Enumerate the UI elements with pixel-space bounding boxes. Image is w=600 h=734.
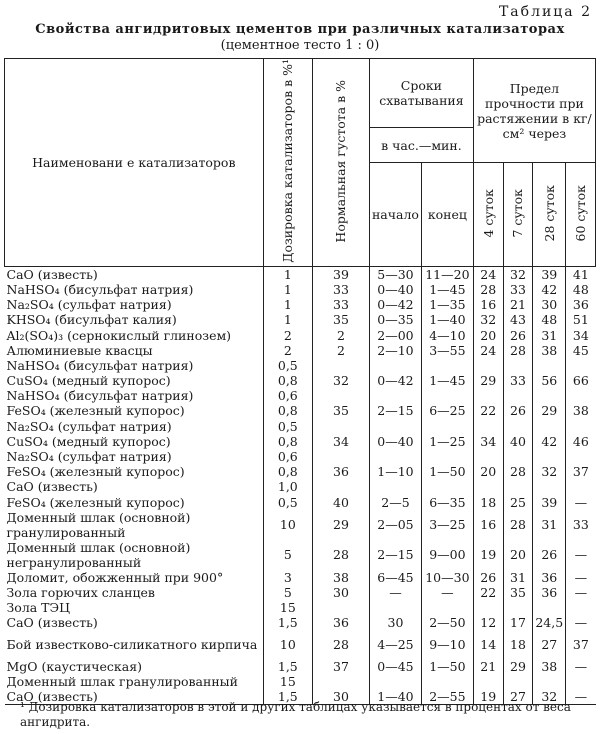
cell-name: Бой известково-силикатного кирпича	[6, 636, 258, 652]
cell-dose: 0,6	[263, 388, 312, 403]
cell-end: 1—35	[421, 297, 473, 312]
cell-d28	[533, 419, 566, 434]
cell-d60	[566, 674, 596, 689]
table-row	[5, 464, 596, 479]
cell-d4	[473, 449, 503, 464]
cell-norm: 36	[312, 615, 369, 630]
cell-d60: —	[566, 615, 596, 630]
cell-name: FeSO₄ (железный купорос)	[6, 403, 185, 419]
cell-start	[369, 479, 421, 494]
cell-d28: 26	[533, 540, 566, 570]
cell-dose: 5	[263, 540, 312, 570]
cell-dose: 0,5	[263, 495, 312, 510]
cell-start: 1—40	[369, 689, 421, 705]
cell-d28: 42	[533, 434, 566, 449]
cell-end: 6—35	[421, 495, 473, 510]
cell-name: FeSO₄ (железный купорос)	[6, 464, 185, 480]
cell-d7	[503, 388, 533, 403]
cell-d7: 28	[503, 510, 533, 540]
cell-d7: 40	[503, 434, 533, 449]
cell-dose: 2	[263, 327, 312, 342]
cell-end: 3—25	[421, 510, 473, 540]
table-title: Свойства ангидритовых цементов при различных катализаторах	[35, 22, 565, 37]
header-d7: 7 суток	[503, 163, 533, 266]
cell-d60: 36	[566, 297, 596, 312]
cell-start: 2—5	[369, 495, 421, 510]
cell-d7: 33	[503, 282, 533, 297]
cell-dose: 1	[263, 266, 312, 282]
cell-name: Al₂(SO₄)₃ (сернокислый глинозем)	[6, 327, 232, 343]
cell-end: 9—10	[421, 630, 473, 658]
cell-d28: 48	[533, 312, 566, 327]
table-row	[5, 282, 596, 297]
cell-dose: 3	[263, 570, 312, 585]
cell-d7: 35	[503, 585, 533, 600]
cell-d7: 28	[503, 464, 533, 479]
header-setting: Сроки схватывания	[369, 59, 473, 128]
cell-start: 0—40	[369, 282, 421, 297]
cell-d4: 32	[473, 312, 503, 327]
header-name: Наименовани е катализаторов	[5, 59, 264, 267]
cell-d28	[533, 479, 566, 494]
cell-d28: 31	[533, 510, 566, 540]
cell-d60: 34	[566, 327, 596, 342]
cell-end	[421, 388, 473, 403]
cell-end: —	[421, 585, 473, 600]
table-row	[5, 266, 596, 282]
cell-d28	[533, 388, 566, 403]
cell-start: 0—40	[369, 434, 421, 449]
cell-d7: 21	[503, 297, 533, 312]
cell-name: Na₂SO₄ (сульфат натрия)	[6, 297, 172, 313]
cell-d60: 37	[566, 464, 596, 479]
cell-norm: 29	[312, 510, 369, 540]
cell-name: Na₂SO₄ (сульфат натрия)	[6, 449, 172, 465]
cell-start: —	[369, 585, 421, 600]
cell-name: NaHSO₄ (бисульфат натрия)	[6, 357, 194, 373]
cell-d4: 21	[473, 658, 503, 673]
cell-norm: 37	[312, 658, 369, 673]
cell-d28: 39	[533, 266, 566, 282]
cell-d7	[503, 358, 533, 373]
cell-name: NaHSO₄ (бисульфат натрия)	[6, 281, 194, 297]
cell-d4: 18	[473, 495, 503, 510]
cell-d60	[566, 358, 596, 373]
cell-end	[421, 600, 473, 615]
table-row	[5, 327, 596, 342]
table-row	[5, 495, 596, 510]
cell-norm: 35	[312, 312, 369, 327]
cell-name: CuSO₄ (медный купорос)	[6, 373, 171, 389]
cell-name: CaO (известь)	[6, 615, 98, 631]
cell-d7	[503, 674, 533, 689]
cell-d28	[533, 600, 566, 615]
header-dose: Дозировка катализаторов в %¹	[263, 59, 312, 267]
cell-d4: 26	[473, 570, 503, 585]
cell-start: 2—10	[369, 343, 421, 358]
cell-d60: 45	[566, 343, 596, 358]
cell-d7: 26	[503, 327, 533, 342]
cell-d7: 27	[503, 689, 533, 705]
cell-end: 4—10	[421, 327, 473, 342]
cell-norm: 35	[312, 403, 369, 418]
cell-d60: 37	[566, 630, 596, 658]
cell-d60: —	[566, 689, 596, 705]
cell-name: CaO (известь)	[5, 266, 264, 282]
table-row	[5, 630, 596, 658]
cell-d28: 31	[533, 327, 566, 342]
cell-name: Зола горючих сланцев	[6, 584, 155, 600]
cell-norm	[312, 674, 369, 689]
cell-name: CaO (известь)	[6, 479, 98, 495]
footnote: ¹ Дозировка катализаторов в этой и других таблицах указывается в процентах от веса ангидрита.	[20, 700, 571, 729]
cell-start	[369, 388, 421, 403]
cell-d7	[503, 600, 533, 615]
cell-d60: 46	[566, 434, 596, 449]
cell-start: 0—42	[369, 297, 421, 312]
cell-end	[421, 674, 473, 689]
cell-dose: 1,5	[263, 615, 312, 630]
header-start: начало	[369, 163, 421, 266]
cell-d28: 30	[533, 297, 566, 312]
table-row	[5, 540, 596, 570]
cell-d60	[566, 479, 596, 494]
cell-start: 0—42	[369, 373, 421, 388]
cell-dose: 1,5	[263, 689, 312, 705]
cell-dose: 1	[263, 282, 312, 297]
cell-start: 2—15	[369, 540, 421, 570]
table-row	[5, 388, 596, 403]
cell-d4: 12	[473, 615, 503, 630]
cell-name: FeSO₄ (железный купорос)	[6, 494, 185, 510]
cell-dose: 2	[263, 343, 312, 358]
cell-end	[421, 479, 473, 494]
cell-end: 2—50	[421, 615, 473, 630]
cell-name: Доломит, обожженный при 900°	[6, 569, 224, 585]
cell-d4: 20	[473, 327, 503, 342]
cell-dose: 10	[263, 510, 312, 540]
cell-dose: 15	[263, 674, 312, 689]
cell-start: 0—45	[369, 658, 421, 673]
cell-start: 2—15	[369, 403, 421, 418]
table-row	[5, 343, 596, 358]
cell-d60: 51	[566, 312, 596, 327]
cell-start: 2—05	[369, 510, 421, 540]
cell-d7: 31	[503, 570, 533, 585]
cell-d28	[533, 674, 566, 689]
cell-end: 1—50	[421, 658, 473, 673]
cell-d28: 38	[533, 343, 566, 358]
cell-end	[421, 358, 473, 373]
cell-d4: 28	[473, 282, 503, 297]
cell-norm: 36	[312, 464, 369, 479]
cell-d28: 36	[533, 585, 566, 600]
cell-d4	[473, 674, 503, 689]
cell-norm	[312, 419, 369, 434]
cell-dose: 1,5	[263, 658, 312, 673]
cell-d7: 29	[503, 658, 533, 673]
table-label: Таблица 2	[498, 4, 592, 20]
table-row	[5, 297, 596, 312]
cell-dose: 0,6	[263, 449, 312, 464]
cell-name: Na₂SO₄ (сульфат натрия)	[6, 418, 172, 434]
table-row	[5, 449, 596, 464]
cell-dose: 1	[263, 297, 312, 312]
cell-d7: 28	[503, 343, 533, 358]
table-row	[5, 600, 596, 615]
table-row	[5, 479, 596, 494]
cell-norm: 34	[312, 434, 369, 449]
cell-d7: 25	[503, 495, 533, 510]
cell-d28: 39	[533, 495, 566, 510]
cell-start: 1—10	[369, 464, 421, 479]
cell-norm: 38	[312, 570, 369, 585]
cell-start	[369, 419, 421, 434]
table-row	[5, 510, 596, 540]
cell-dose: 5	[263, 585, 312, 600]
header-d4: 4 суток	[473, 163, 503, 266]
cell-d7	[503, 479, 533, 494]
cell-d4: 20	[473, 464, 503, 479]
cell-dose: 0,8	[263, 434, 312, 449]
cell-d7: 17	[503, 615, 533, 630]
cell-norm: 28	[312, 630, 369, 658]
cell-norm: 30	[312, 585, 369, 600]
cell-end: 10—30	[421, 570, 473, 585]
table-row	[5, 434, 596, 449]
cell-d7: 32	[503, 266, 533, 282]
header-d60: 60 суток	[566, 163, 596, 266]
cell-d4	[473, 388, 503, 403]
table-row	[5, 570, 596, 585]
cell-dose: 0,8	[263, 373, 312, 388]
cell-d28: 24,5	[533, 615, 566, 630]
cell-d60: 48	[566, 282, 596, 297]
cell-d28: 29	[533, 403, 566, 418]
cell-d60: —	[566, 570, 596, 585]
cell-d4: 24	[473, 266, 503, 282]
cell-name: Доменный шлак (основной) гранулированный	[6, 509, 191, 540]
cell-norm	[312, 388, 369, 403]
cell-d4: 16	[473, 510, 503, 540]
cell-d60	[566, 449, 596, 464]
cell-d60: —	[566, 585, 596, 600]
cell-d4: 14	[473, 630, 503, 658]
cell-start: 4—25	[369, 630, 421, 658]
cell-d4	[473, 479, 503, 494]
cell-dose: 15	[263, 600, 312, 615]
cell-d60: 41	[566, 266, 596, 282]
table-subtitle: (цементное тесто 1 : 0)	[220, 38, 380, 53]
cell-norm: 39	[312, 266, 369, 282]
cell-start: 5—30	[369, 266, 421, 282]
cell-name: Зола ТЭЦ	[6, 600, 70, 616]
table-row	[5, 658, 596, 673]
cell-d4: 22	[473, 403, 503, 418]
cell-end: 1—45	[421, 282, 473, 297]
cell-d28	[533, 449, 566, 464]
cell-end: 1—40	[421, 312, 473, 327]
header-norm: Нормальная густота в %	[312, 59, 369, 267]
cell-d4: 24	[473, 343, 503, 358]
properties-table	[4, 58, 596, 705]
cell-d60: —	[566, 495, 596, 510]
cell-dose: 10	[263, 630, 312, 658]
cell-norm: 2	[312, 327, 369, 342]
cell-end: 11—20	[421, 266, 473, 282]
table-row	[5, 419, 596, 434]
cell-norm: 2	[312, 343, 369, 358]
cell-d28: 27	[533, 630, 566, 658]
cell-d28: 32	[533, 689, 566, 705]
cell-start	[369, 358, 421, 373]
header-d28: 28 суток	[533, 163, 566, 266]
table-row	[5, 615, 596, 630]
cell-d7: 26	[503, 403, 533, 418]
cell-name: Доменный шлак (основной) негранулированный	[6, 539, 191, 570]
cell-start: 6—45	[369, 570, 421, 585]
cell-dose: 0,5	[263, 358, 312, 373]
cell-d4: 19	[473, 689, 503, 705]
cell-d28: 42	[533, 282, 566, 297]
cell-norm: 32	[312, 373, 369, 388]
cell-d60	[566, 419, 596, 434]
cell-end: 6—25	[421, 403, 473, 418]
cell-d28	[533, 358, 566, 373]
cell-start	[369, 449, 421, 464]
cell-d60: 33	[566, 510, 596, 540]
cell-end: 3—55	[421, 343, 473, 358]
cell-name: Алюминиевые квасцы	[6, 342, 153, 358]
cell-d4: 16	[473, 297, 503, 312]
cell-norm	[312, 358, 369, 373]
cell-d7: 20	[503, 540, 533, 570]
cell-name: KHSO₄ (бисульфат калия)	[6, 312, 177, 328]
cell-d60: 66	[566, 373, 596, 388]
cell-d60	[566, 600, 596, 615]
cell-d4	[473, 419, 503, 434]
cell-start: 2—00	[369, 327, 421, 342]
cell-d28: 32	[533, 464, 566, 479]
cell-d4: 22	[473, 585, 503, 600]
cell-start: 0—35	[369, 312, 421, 327]
cell-name: NaHSO₄ (бисульфат натрия)	[6, 388, 194, 404]
cell-d4: 29	[473, 373, 503, 388]
cell-dose: 1	[263, 312, 312, 327]
cell-name: CaO (известь)	[5, 689, 264, 705]
table-row	[5, 312, 596, 327]
cell-end	[421, 449, 473, 464]
table-row	[5, 358, 596, 373]
header-end: конец	[421, 163, 473, 266]
cell-dose: 1,0	[263, 479, 312, 494]
cell-d7: 43	[503, 312, 533, 327]
cell-dose: 0,5	[263, 419, 312, 434]
cell-d60	[566, 388, 596, 403]
cell-d7	[503, 419, 533, 434]
cell-norm: 28	[312, 540, 369, 570]
cell-d4	[473, 600, 503, 615]
cell-dose: 0,8	[263, 464, 312, 479]
table-row	[5, 674, 596, 689]
cell-d28: 36	[533, 570, 566, 585]
cell-start	[369, 600, 421, 615]
cell-end: 1—25	[421, 434, 473, 449]
cell-norm: 33	[312, 297, 369, 312]
cell-end: 9—00	[421, 540, 473, 570]
cell-d4: 19	[473, 540, 503, 570]
cell-d7: 33	[503, 373, 533, 388]
cell-norm: 30	[312, 689, 369, 705]
cell-d4	[473, 358, 503, 373]
cell-d7: 18	[503, 630, 533, 658]
cell-end: 1—50	[421, 464, 473, 479]
cell-name: MgO (каустическая)	[6, 658, 142, 674]
table-row	[5, 585, 596, 600]
table-row	[5, 403, 596, 418]
cell-d28: 56	[533, 373, 566, 388]
cell-norm	[312, 600, 369, 615]
header-setting-units: в час.—мин.	[369, 127, 473, 163]
cell-d60: —	[566, 540, 596, 570]
cell-end	[421, 419, 473, 434]
cell-dose: 0,8	[263, 403, 312, 418]
cell-d28: 38	[533, 658, 566, 673]
cell-name: CuSO₄ (медный купорос)	[6, 433, 171, 449]
cell-d60: —	[566, 658, 596, 673]
cell-end: 1—45	[421, 373, 473, 388]
cell-d60: 38	[566, 403, 596, 418]
cell-name: Доменный шлак гранулированный	[6, 673, 238, 689]
cell-norm: 40	[312, 495, 369, 510]
cell-norm: 33	[312, 282, 369, 297]
cell-norm	[312, 449, 369, 464]
cell-norm	[312, 479, 369, 494]
cell-end: 2—55	[421, 689, 473, 705]
table-row	[5, 373, 596, 388]
cell-d7	[503, 449, 533, 464]
cell-start: 30	[369, 615, 421, 630]
cell-d4: 34	[473, 434, 503, 449]
header-strength: Предел прочности при растяжении в кг/см² через	[473, 59, 595, 163]
cell-start	[369, 674, 421, 689]
